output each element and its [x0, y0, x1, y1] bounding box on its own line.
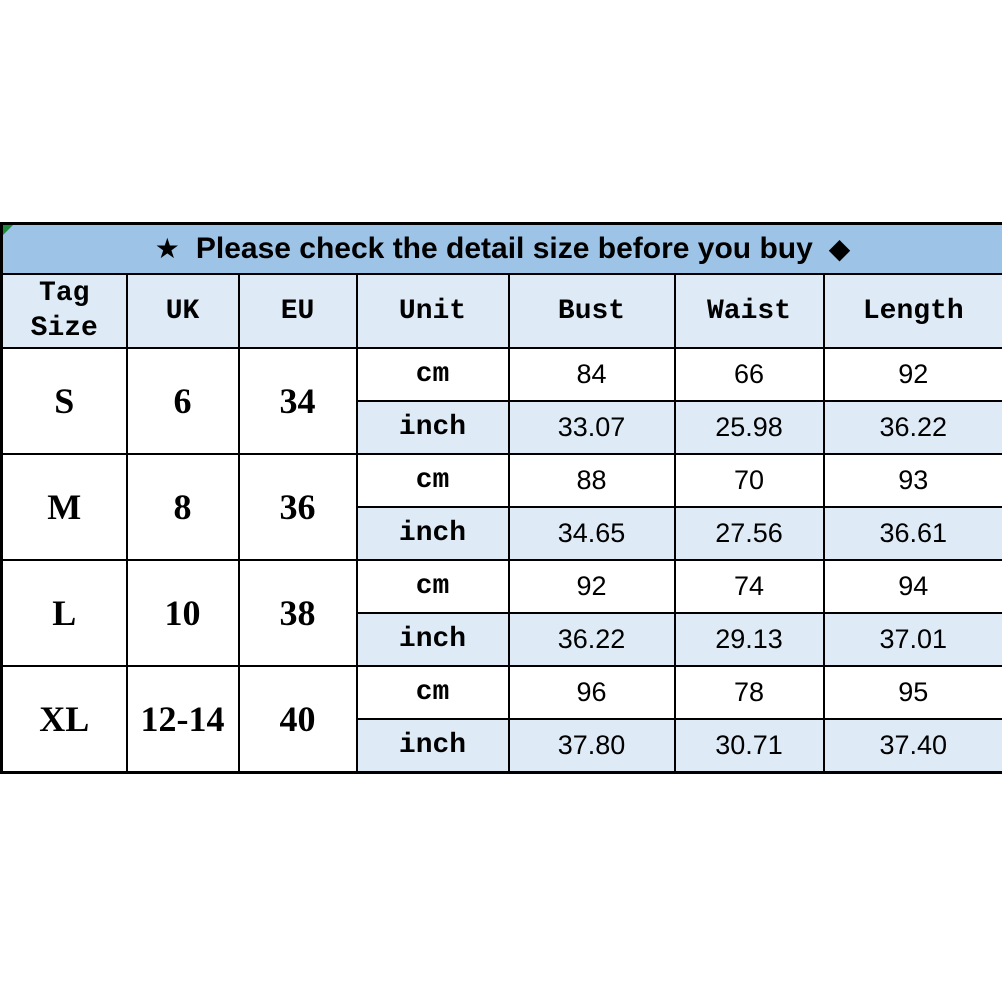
eu-cell-s: 34	[239, 348, 357, 454]
banner-text: Please check the detail size before you buy	[195, 232, 813, 265]
col-header-unit: Unit	[357, 274, 509, 348]
tag-size-cell-l: L	[2, 560, 127, 666]
waist-inch-cell-xl: 30.71	[675, 719, 824, 773]
unit-cm-label-l: cm	[357, 560, 509, 613]
tag-size-cell-s: S	[2, 348, 127, 454]
length-inch-cell-l: 37.01	[824, 613, 1002, 666]
bust-cm-cell-l: 92	[509, 560, 675, 613]
tag-size-cell-m: M	[2, 454, 127, 560]
waist-inch-cell-s: 25.98	[675, 401, 824, 454]
star-icon: ★	[154, 233, 180, 264]
eu-cell-m: 36	[239, 454, 357, 560]
bust-inch-cell-s: 33.07	[509, 401, 675, 454]
header-row	[2, 274, 1002, 348]
eu-cell-xl: 40	[239, 666, 357, 773]
waist-cm-cell-l: 74	[675, 560, 824, 613]
uk-cell-s: 6	[127, 348, 239, 454]
diamond-icon: ◆	[828, 233, 851, 264]
unit-inch-label-m: inch	[357, 507, 509, 560]
row-l-cm	[2, 560, 1002, 613]
uk-cell-l: 10	[127, 560, 239, 666]
uk-cell-xl: 12-14	[127, 666, 239, 773]
waist-cm-cell-m: 70	[675, 454, 824, 507]
col-header-tag-size: Tag Size	[2, 274, 127, 348]
banner-row	[2, 224, 1002, 275]
banner	[2, 224, 1002, 275]
waist-cm-cell-xl: 78	[675, 666, 824, 719]
col-header-bust: Bust	[509, 274, 675, 348]
length-inch-cell-m: 36.61	[824, 507, 1002, 560]
col-header-waist: Waist	[675, 274, 824, 348]
row-s-cm	[2, 348, 1002, 401]
unit-inch-label-l: inch	[357, 613, 509, 666]
waist-inch-cell-m: 27.56	[675, 507, 824, 560]
bust-inch-cell-m: 34.65	[509, 507, 675, 560]
length-cm-cell-m: 93	[824, 454, 1002, 507]
length-inch-cell-s: 36.22	[824, 401, 1002, 454]
bust-cm-cell-s: 84	[509, 348, 675, 401]
unit-cm-label-s: cm	[357, 348, 509, 401]
length-cm-cell-s: 92	[824, 348, 1002, 401]
tag-size-cell-xl: XL	[2, 666, 127, 773]
row-xl-cm	[2, 666, 1002, 719]
bust-inch-cell-xl: 37.80	[509, 719, 675, 773]
unit-inch-label-s: inch	[357, 401, 509, 454]
unit-inch-label-xl: inch	[357, 719, 509, 773]
uk-cell-m: 8	[127, 454, 239, 560]
unit-cm-label-xl: cm	[357, 666, 509, 719]
unit-cm-label-m: cm	[357, 454, 509, 507]
col-header-length: Length	[824, 274, 1002, 348]
col-header-eu: EU	[239, 274, 357, 348]
row-m-cm	[2, 454, 1002, 507]
length-cm-cell-xl: 95	[824, 666, 1002, 719]
col-header-uk: UK	[127, 274, 239, 348]
bust-cm-cell-m: 88	[509, 454, 675, 507]
bust-inch-cell-l: 36.22	[509, 613, 675, 666]
waist-cm-cell-s: 66	[675, 348, 824, 401]
eu-cell-l: 38	[239, 560, 357, 666]
corner-flag-icon	[3, 225, 13, 235]
size-chart-table	[0, 222, 1002, 774]
length-cm-cell-l: 94	[824, 560, 1002, 613]
length-inch-cell-xl: 37.40	[824, 719, 1002, 773]
waist-inch-cell-l: 29.13	[675, 613, 824, 666]
bust-cm-cell-xl: 96	[509, 666, 675, 719]
